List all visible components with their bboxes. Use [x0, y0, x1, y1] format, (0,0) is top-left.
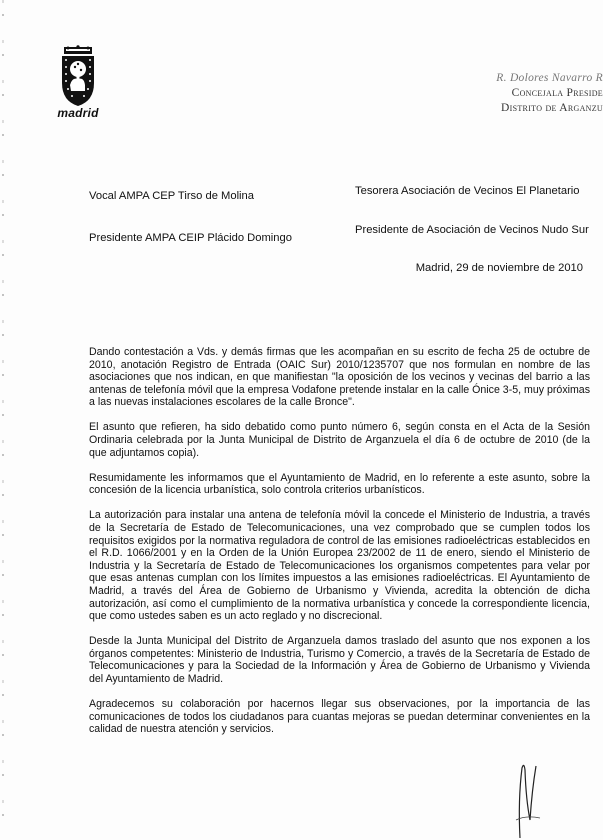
body-paragraph-1: Dando contestación a Vds. y demás firmas que les acompañan en su escrito de fecha 25 de octubre de 2010, anotación Registro de Entrada (OAIC Sur) 2010/1235707 que nos formulan en nombre de las asociaciones que nos indican, en que manifiestan "la oposición de los vecinos y vecinas del barrio a las antenas de telefonía móvil que la empresa Vodafone pretende instalar en la calle Ónice 3-5, muy próximas a las nuevas instalaciones escolares de la calle Bronce".	[89, 346, 590, 409]
recipient-right-2: Presidente de Asociación de Vecinos Nudo Sur	[355, 224, 589, 236]
scan-edge	[2, 0, 4, 840]
sender-block	[443, 71, 603, 116]
body-paragraph-3: Resumidamente les informamos que el Ayuntamiento de Madrid, en lo referente a este asunto, sobre la concesión de la licencia urbanística, solo controla criterios urbanísticos.	[89, 471, 590, 497]
body-paragraph-5: Desde la Junta Municipal del Distrito de Arganzuela damos traslado del asunto que nos exponen a los órganos competentes: Ministerio de Industria, Turismo y Comercio, a través de la Secretaría de Estado de Telecomunicaciones y para la Sociedad de la Información y Área de Gobierno de Urbanismo y Vivienda del Ayuntamiento de Madrid.	[89, 635, 590, 686]
madrid-crest-icon	[58, 45, 98, 107]
letter-date: Madrid, 29 de noviembre de 2010	[415, 262, 583, 274]
letter-body	[89, 346, 590, 748]
recipient-right-1: Tesorera Asociación de Vecinos El Planetario	[355, 185, 580, 197]
recipient-left-2: Presidente AMPA CEIP Plácido Domingo	[89, 232, 292, 244]
sender-district: Distrito de Arganzu	[501, 102, 603, 114]
sender-title: Concejala Preside	[511, 87, 603, 99]
body-paragraph-6: Agradecemos su colaboración por hacernos llegar sus observaciones, por la importancia de las comunicaciones de todos los ciudadanos para cuantas mejoras se puedan determinar convenientes en la calidad de nuestra atención y servicios.	[89, 698, 590, 736]
sender-name: R. Dolores Navarro R	[496, 72, 603, 84]
body-paragraph-2: El asunto que refieren, ha sido debatido como punto número 6, según consta en el Acta de la Sesión Ordinaria celebrada por la Junta Municipal de Distrito de Arganzuela el día 6 de octubre de 2010 (de la que adjuntamos copia).	[89, 421, 590, 459]
logo-text: madrid	[57, 106, 99, 120]
body-paragraph-4: La autorización para instalar una antena de telefonía móvil la concede el Ministerio de Industria, a través de la Secretaría de Estado de Telecomunicaciones, una vez comprobado que se cumplen todos los requisitos exigidos por la normativa reguladora de control de las emisiones radioeléctricas establecidos en el R.D. 1066/2001 y en la Orden de la Unión Europea 23/2002 de 11 de enero, siendo el Ministerio de Industria y la Secretaría de Estado de Telecomunicaciones los organismos competentes para velar por que esas antenas cumplan con los límites impuestos a las emisiones radioeléctricas. El Ayuntamiento de Madrid, a través del Área de Gobierno de Urbanismo y Vivienda, acredita la obtención de dicha autorización, así como el cumplimiento de la normativa urbanística y concede la correspondiente licencia, que como ustedes saben es un acto reglado y no discrecional.	[89, 509, 590, 623]
signature-mark	[506, 760, 546, 840]
recipient-left-1: Vocal AMPA CEP Tirso de Molina	[89, 190, 254, 202]
